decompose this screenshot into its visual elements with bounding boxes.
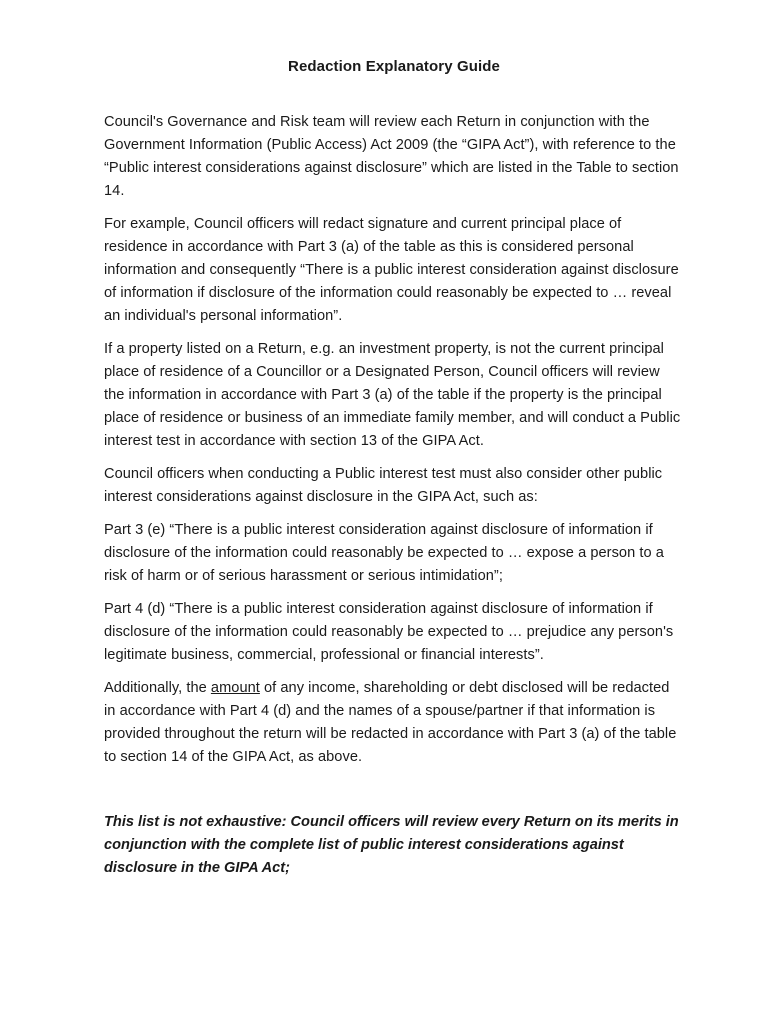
paragraph-review-intro: Council's Governance and Risk team will review each Return in conjunction with the Government Information (Public Access) Act 2009 (the “GIPA Act”), with reference to the “Public interest considerations against disclosure” which are listed in the Table to section 14. — [104, 114, 679, 199]
text-segment: of any income, shareholding or debt disclosed will be redacted in accordance with Part 4 (d) and the names of a spouse/partner if that information is provided throughout the return will be redacted in accordance with Part 3 (a) of the table to section 14 of the GIPA Act, as above. — [104, 680, 677, 765]
text-segment: Additionally, the — [104, 680, 211, 696]
exhaustive-list-note: This list is not exhaustive: Council officers will review every Return on its merits in conjunction with the complete list of public interest considerations against disclosure in the GIPA Act; — [104, 814, 679, 876]
paragraph-property-review: If a property listed on a Return, e.g. an investment property, is not the current principal place of residence of a Councillor or a Designated Person, Council officers will review the information in accordance with Part 3 (a) of the table if the property is the principal place of residence or business of an immediate family member, and will conduct a Public interest test in accordance with section 13 of the GIPA Act. — [104, 341, 681, 449]
paragraph-public-interest-test: Council officers when conducting a Public interest test must also consider other public interest considerations against disclosure in the GIPA Act, such as: — [104, 466, 663, 505]
paragraph-part-4d: Part 4 (d) “There is a public interest consideration against disclosure of information if disclosure of the information could reasonably be expected to … prejudice any person's legitimate business, commercial, professional or financial interests”. — [104, 601, 674, 663]
document-page — [104, 58, 684, 880]
paragraph-additional-redaction — [104, 677, 684, 769]
paragraph-part-3e: Part 3 (e) “There is a public interest consideration against disclosure of information if disclosure of the information could reasonably be expected to … expose a person to a risk of harm or of serious harassment or serious intimidation”; — [104, 522, 664, 584]
document-title: Redaction Explanatory Guide — [288, 58, 500, 75]
underlined-amount: amount — [210, 680, 260, 696]
paragraph-example-redaction: For example, Council officers will redact signature and current principal place of residence in accordance with Part 3 (a) of the table as this is considered personal information and consequently “There is a public interest consideration against disclosure of information if disclosure of the information could reasonably be expected to … reveal an individual's personal information”. — [104, 216, 679, 324]
